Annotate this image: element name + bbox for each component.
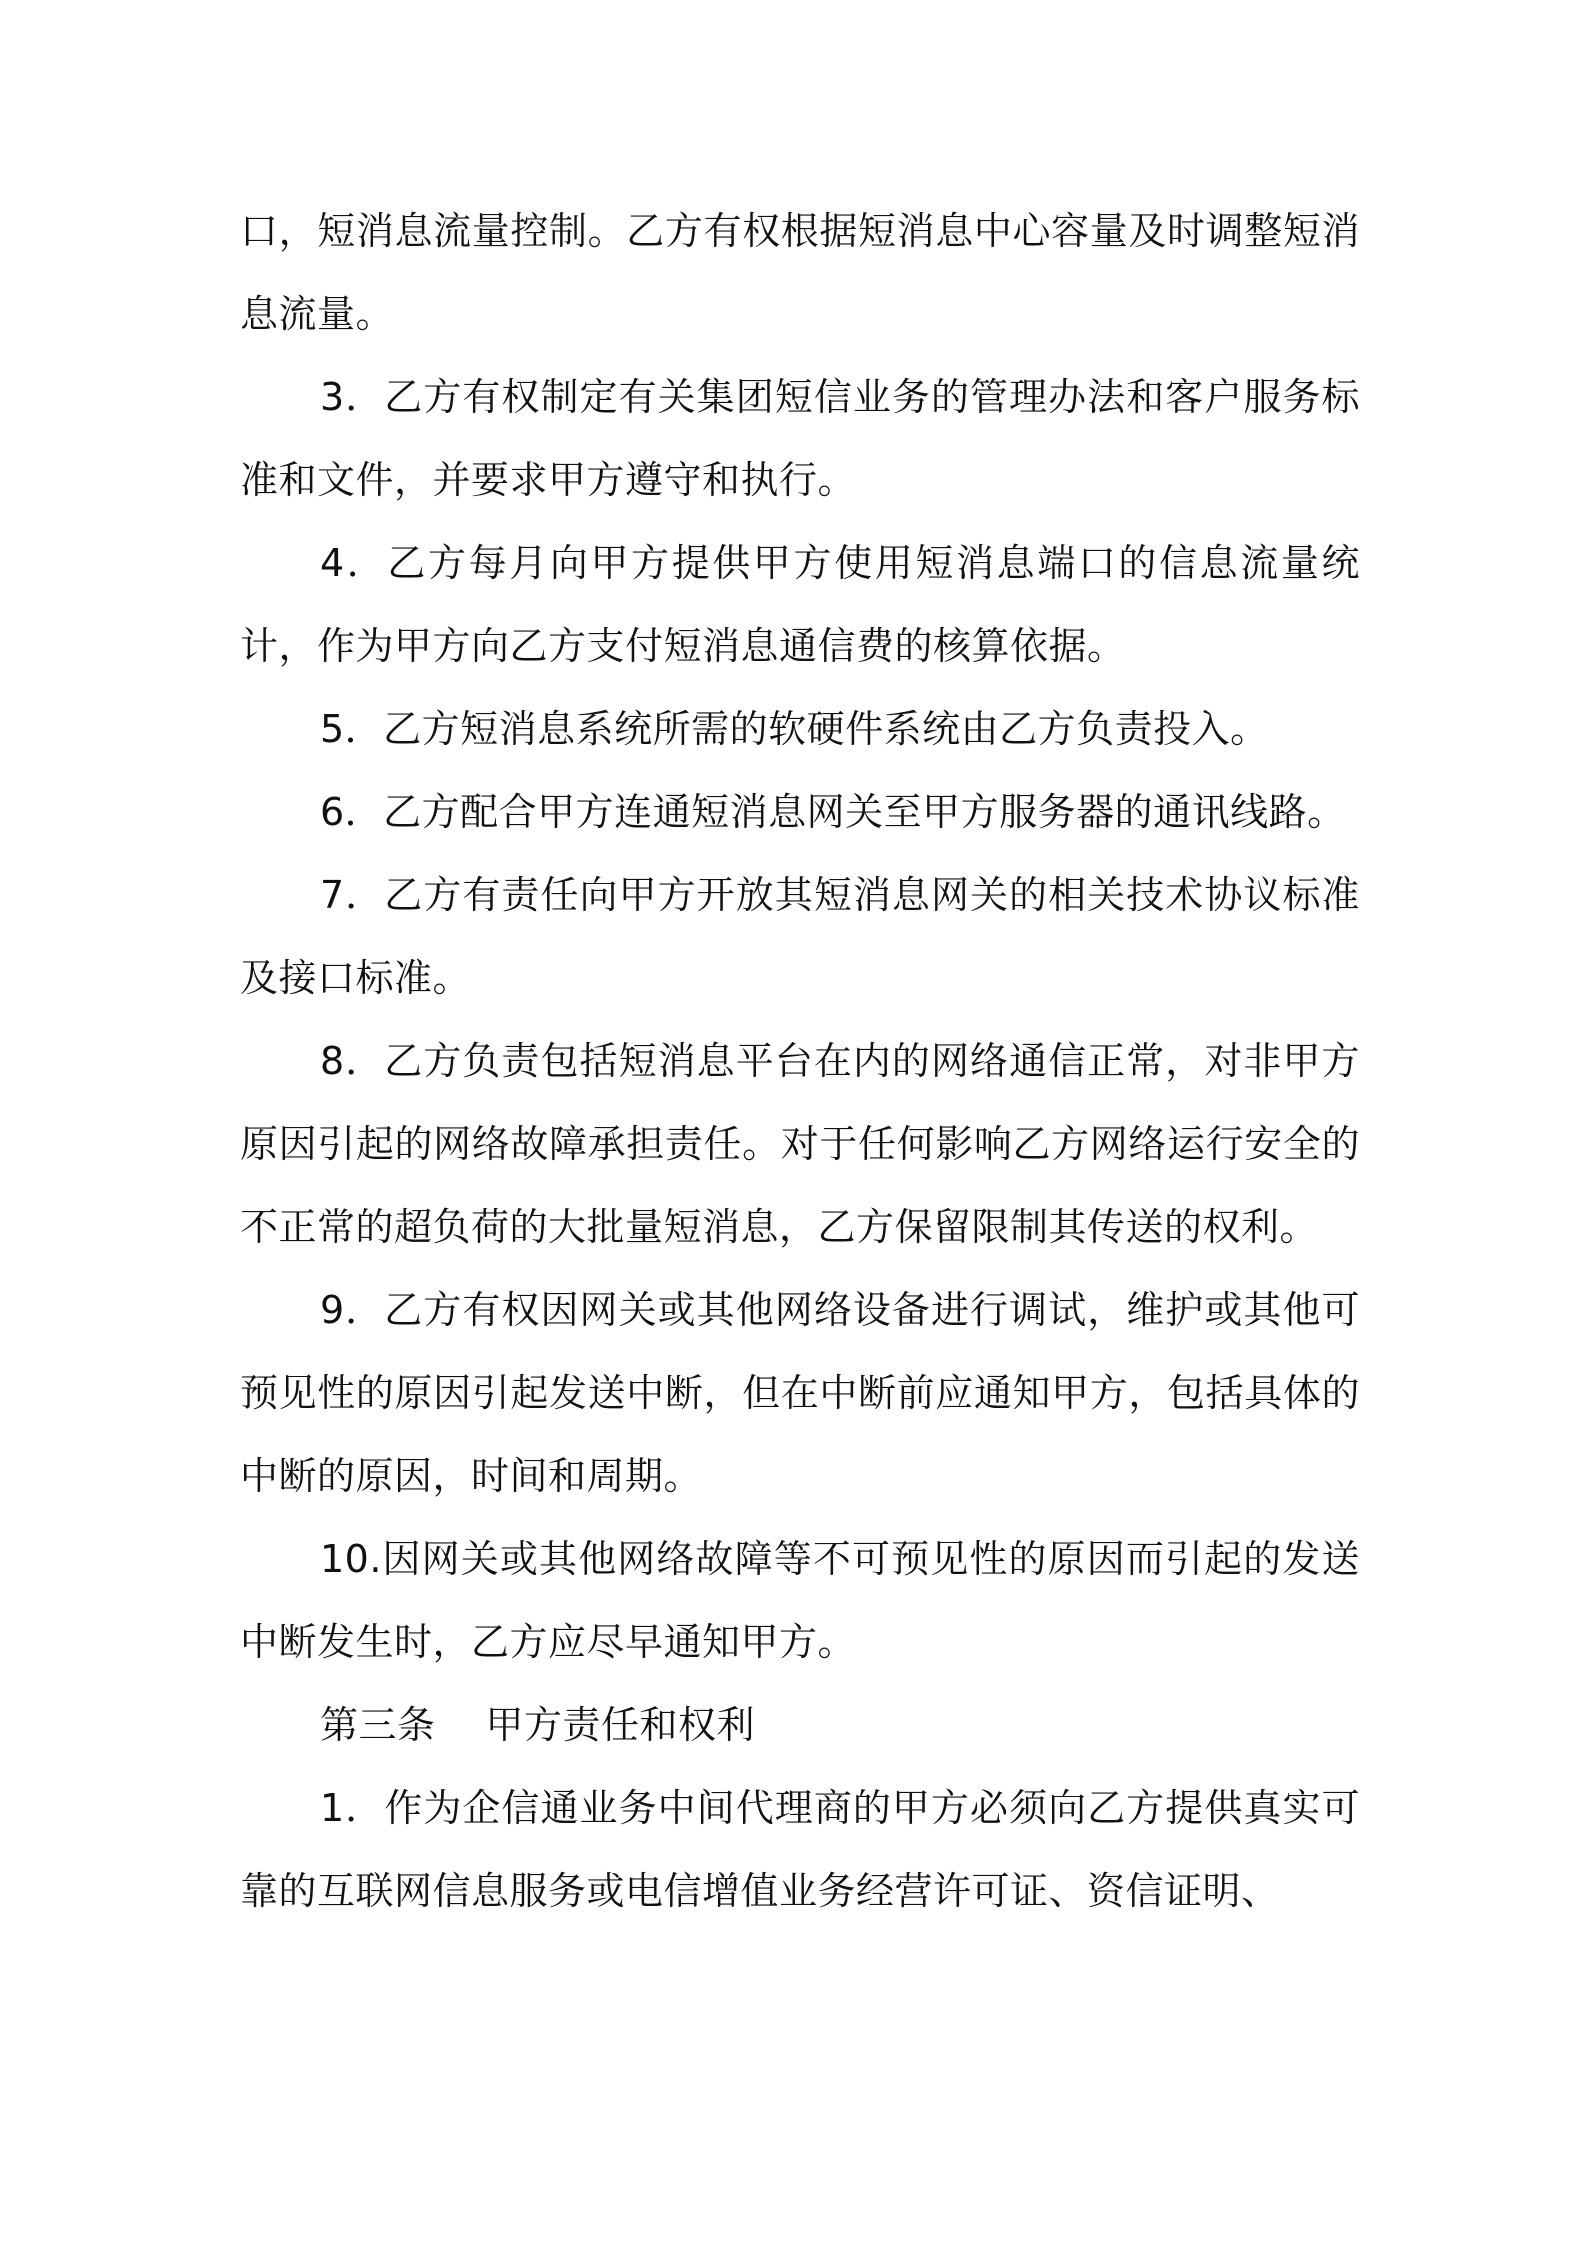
section-number: 第三条 [320,1703,436,1747]
paragraph-item-9: 9．乙方有权因网关或其他网络设备进行调试，维护或其他可预见性的原因引起发送中断，但在中断前应通知甲方，包括具体的中断的原因，时间和周期。 [240,1288,1360,1498]
paragraph-item-4: 4．乙方每月向甲方提供甲方使用短消息端口的信息流量统计，作为甲方向乙方支付短消息通信费的核算依据。 [240,541,1360,668]
section-title: 甲方责任和权利 [485,1703,756,1747]
section-heading [240,1684,1360,1767]
document-body [240,190,1360,1933]
paragraph-item-8: 8．乙方负责包括短消息平台在内的网络通信正常，对非甲方原因引起的网络故障承担责任。对于任何影响乙方网络运行安全的不正常的超负荷的大批量短消息，乙方保留限制其传送的权利。 [240,1039,1360,1249]
section-paragraph-item-1: 1．作为企信通业务中间代理商的甲方必须向乙方提供真实可靠的互联网信息服务或电信增值业务经营许可证、资信证明、 [240,1786,1360,1913]
paragraph-item-7: 7．乙方有责任向甲方开放其短消息网关的相关技术协议标准及接口标准。 [240,873,1360,1000]
paragraph-item-5: 5．乙方短消息系统所需的软硬件系统由乙方负责投入。 [320,707,1269,751]
paragraph-continued: 口，短消息流量控制。乙方有权根据短消息中心容量及时调整短消息流量。 [240,209,1360,336]
paragraph-item-3: 3．乙方有权制定有关集团短信业务的管理办法和客户服务标准和文件，并要求甲方遵守和执行。 [240,375,1360,502]
paragraph-item-10: 10.因网关或其他网络故障等不可预见性的原因而引起的发送中断发生时，乙方应尽早通知甲方。 [240,1537,1360,1664]
paragraph-item-6: 6．乙方配合甲方连通短消息网关至甲方服务器的通讯线路。 [320,790,1346,834]
